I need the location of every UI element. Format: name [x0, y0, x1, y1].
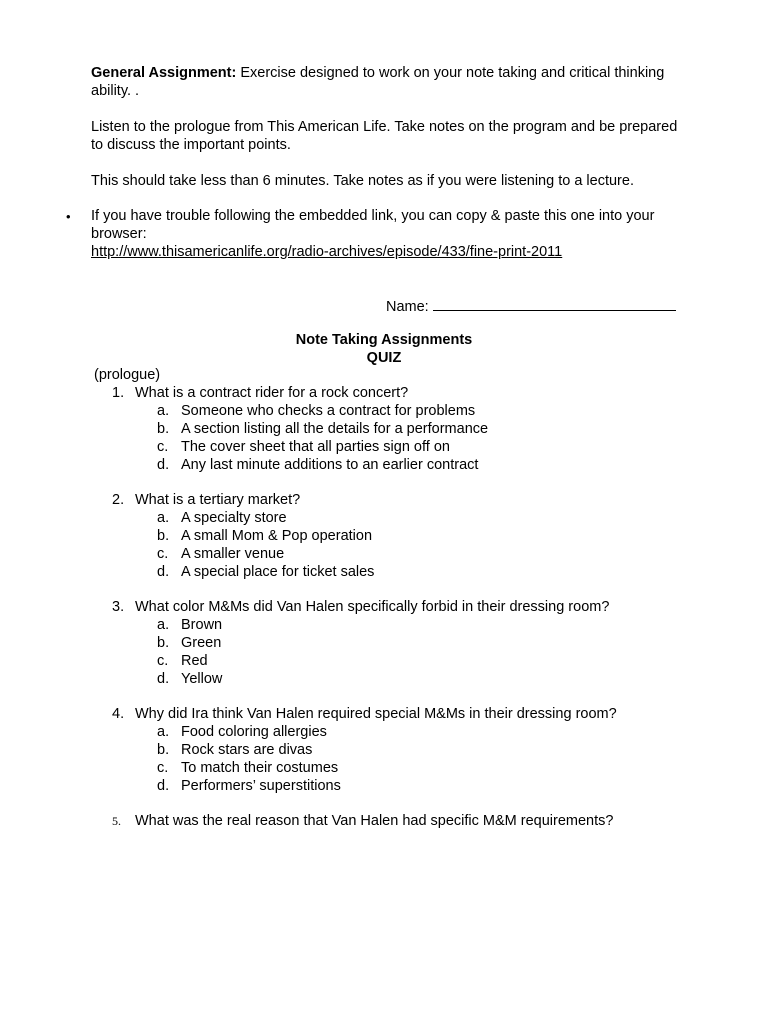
- question-4-option-b: [157, 742, 312, 758]
- question-2-option-d: [157, 564, 374, 580]
- question-1-option-b: [157, 421, 488, 437]
- question-4-option-a: [157, 724, 327, 740]
- question-1: [112, 385, 408, 401]
- question-text: Why did Ira think Van Halen required special M&Ms in their dressing room?: [135, 706, 617, 722]
- option-text: A small Mom & Pop operation: [181, 528, 373, 544]
- bullet-icon: •: [66, 209, 71, 224]
- question-4-option-d: [157, 778, 341, 794]
- option-letter: d.: [157, 778, 170, 794]
- option-letter: d.: [157, 671, 170, 687]
- option-letter: d.: [157, 564, 170, 580]
- link-instructions: If you have trouble following the embedded link, you can copy & paste this one into your browser:: [91, 208, 655, 242]
- option-text: Brown: [181, 617, 223, 633]
- option-letter: b.: [157, 742, 170, 758]
- option-text: The cover sheet that all parties sign off on: [181, 439, 450, 455]
- question-4: [112, 706, 617, 722]
- page-subtitle: QUIZ: [366, 350, 402, 366]
- question-2-option-a: [157, 510, 287, 526]
- option-letter: c.: [157, 546, 169, 562]
- name-blank-line[interactable]: [433, 296, 676, 311]
- option-text: Yellow: [181, 671, 223, 687]
- question-3-option-b: [157, 635, 221, 651]
- option-text: A smaller venue: [181, 546, 285, 562]
- listen-paragraph: Listen to the prologue from This American Life. Take notes on the program and be prepared to discuss the important points.: [91, 119, 678, 153]
- option-text: A special place for ticket sales: [181, 564, 375, 580]
- option-letter: a.: [157, 724, 170, 740]
- question-number: 3.: [112, 599, 125, 615]
- option-letter: b.: [157, 421, 170, 437]
- question-text: What color M&Ms did Van Halen specifically forbid in their dressing room?: [135, 599, 610, 615]
- question-2-option-c: [157, 546, 284, 562]
- page-title: Note Taking Assignments: [295, 332, 473, 348]
- episode-link[interactable]: http://www.thisamericanlife.org/radio-archives/episode/433/fine-print-2011: [91, 244, 563, 260]
- option-text: To match their costumes: [181, 760, 339, 776]
- question-2: [112, 492, 300, 508]
- question-2-option-b: [157, 528, 372, 544]
- option-letter: a.: [157, 617, 170, 633]
- option-letter: d.: [157, 457, 170, 473]
- option-text: Food coloring allergies: [181, 724, 327, 740]
- option-letter: c.: [157, 439, 169, 455]
- question-3-option-d: [157, 671, 222, 687]
- question-text: What is a contract rider for a rock concert?: [135, 385, 409, 401]
- option-text: Rock stars are divas: [181, 742, 313, 758]
- general-assignment-paragraph: [91, 64, 691, 100]
- question-1-option-c: [157, 439, 450, 455]
- question-3-option-a: [157, 617, 222, 633]
- question-5: [112, 813, 613, 829]
- general-assignment-text: Exercise designed to work on your note taking and critical thinking ability. .: [91, 65, 665, 99]
- question-text: What is a tertiary market?: [135, 492, 301, 508]
- time-paragraph: This should take less than 6 minutes. Take notes as if you were listening to a lecture.: [91, 173, 634, 189]
- section-label: (prologue): [94, 367, 161, 383]
- option-letter: b.: [157, 528, 170, 544]
- general-assignment-label: General Assignment:: [91, 65, 237, 81]
- option-letter: a.: [157, 403, 170, 419]
- question-text: What was the real reason that Van Halen had specific M&M requirements?: [135, 813, 614, 829]
- question-number: 2.: [112, 492, 125, 508]
- question-3: [112, 599, 609, 615]
- option-text: A specialty store: [181, 510, 287, 526]
- option-letter: b.: [157, 635, 170, 651]
- link-paragraph: [91, 207, 691, 261]
- question-number: 1.: [112, 385, 125, 401]
- name-label: Name:: [386, 299, 429, 315]
- name-field: [386, 296, 676, 315]
- question-number: 4.: [112, 706, 125, 722]
- question-4-option-c: [157, 760, 338, 776]
- question-1-option-a: [157, 403, 475, 419]
- option-letter: c.: [157, 653, 169, 669]
- option-letter: c.: [157, 760, 169, 776]
- option-text: Someone who checks a contract for problems: [181, 403, 476, 419]
- option-text: Red: [181, 653, 208, 669]
- option-text: Any last minute additions to an earlier contract: [181, 457, 479, 473]
- question-1-option-d: [157, 457, 478, 473]
- option-letter: a.: [157, 510, 170, 526]
- option-text: Performers’ superstitions: [181, 778, 341, 794]
- option-text: Green: [181, 635, 222, 651]
- option-text: A section listing all the details for a performance: [181, 421, 489, 437]
- question-3-option-c: [157, 653, 208, 669]
- question-number: 5.: [112, 814, 121, 828]
